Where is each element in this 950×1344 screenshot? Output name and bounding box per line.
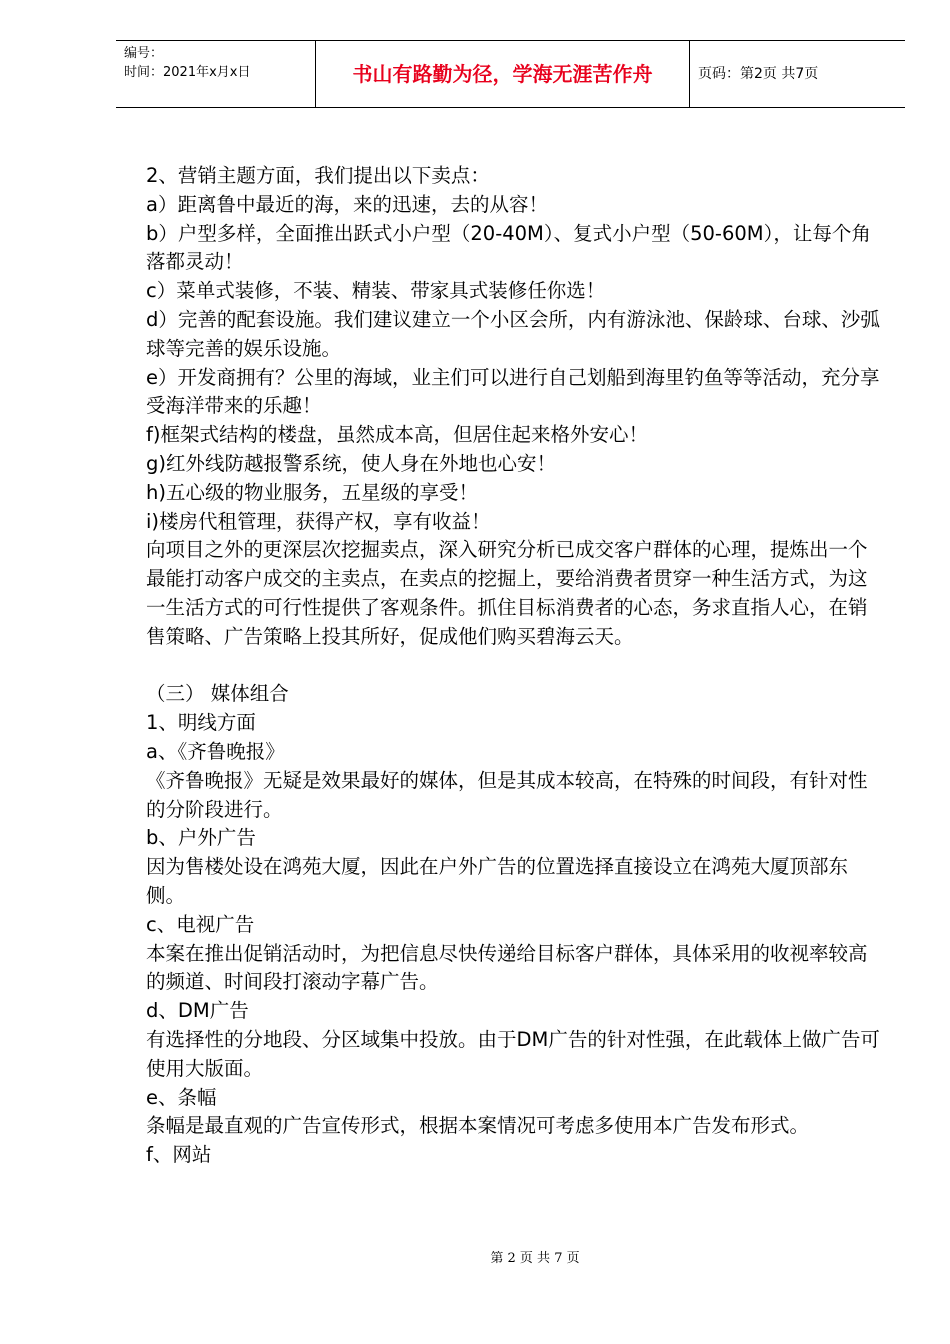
section-item: 《齐鲁晚报》无疑是效果最好的媒体，但是其成本较高，在特殊的时间段，有针对性的分阶段进行。 — [146, 768, 868, 821]
section-title: （三） 媒体组合 — [146, 682, 289, 706]
paragraph: h)五心级的物业服务，五星级的享受！ — [146, 480, 478, 504]
time-label: 时间：2021年x月x日 — [124, 65, 251, 80]
header-page-label: 页码：第2页 共7页 — [698, 66, 819, 82]
document-body — [146, 162, 886, 1170]
paragraph: a）距离鲁中最近的海，来的迅速，去的从容！ — [146, 192, 548, 216]
section-item: f、网站 — [146, 1143, 212, 1167]
paragraph: i)楼房代租管理，获得产权，享有收益！ — [146, 509, 491, 533]
paragraph: 向项目之外的更深层次挖掘卖点，深入研究分析已成交客户群体的心理，提炼出一个最能打动客户成交的主卖点，在卖点的挖掘上，要给消费者贯穿一种生活方式，为这一生活方式的可行性提供了客观条件。抓住目标消费者的心态，务求直指人心，在销售策略、广告策略上投其所好，促成他们购买碧海云天。 — [146, 538, 868, 648]
section-item: 有选择性的分地段、分区域集中投放。由于DM广告的针对性强，在此载体上做广告可使用大版面。 — [146, 1027, 880, 1080]
paragraph: e）开发商拥有？公里的海域，业主们可以进行自己划船到海里钓鱼等等活动，充分享受海洋带来的乐趣！ — [146, 365, 880, 418]
section-item: a、《齐鲁晚报》 — [146, 739, 285, 763]
page-footer: 第 2 页 共 7 页 — [490, 1251, 580, 1266]
section-item: e、条幅 — [146, 1085, 217, 1109]
paragraph: b）户型多样，全面推出跃式小户型（20-40M）、复式小户型（50-60M），让每个角落都灵动！ — [146, 221, 871, 274]
page-header — [116, 40, 905, 108]
serial-label: 编号： — [124, 46, 164, 61]
paragraph: g)红外线防越报警系统，使人身在外地也心安！ — [146, 451, 556, 475]
section-item: b、户外广告 — [146, 826, 256, 850]
paragraph: f)框架式结构的楼盘，虽然成本高，但居住起来格外安心！ — [146, 423, 648, 447]
header-meta — [116, 41, 316, 107]
paragraph: c）菜单式装修，不装、精装、带家具式装修任你选！ — [146, 279, 606, 303]
section-item: c、电视广告 — [146, 912, 255, 936]
paragraph: d）完善的配套设施。我们建议建立一个小区会所，内有游泳池、保龄球、台球、沙弧球等完善的娱乐设施。 — [146, 307, 880, 360]
section-item: 因为售楼处设在鸿苑大厦，因此在户外广告的位置选择直接设立在鸿苑大厦顶部东侧。 — [146, 855, 849, 907]
section-item: 本案在推出促销活动时，为把信息尽快传递给目标客户群体，具体采用的收视率较高的频道、时间段打滚动字幕广告。 — [146, 941, 868, 994]
section-item: d、DM广告 — [146, 999, 249, 1023]
blank-line — [146, 652, 886, 681]
section-item: 条幅是最直观的广告宣传形式，根据本案情况可考虑多使用本广告发布形式。 — [146, 1114, 810, 1138]
header-motto: 书山有路勤为径，学海无涯苦作舟 — [316, 41, 690, 107]
paragraph: 2、营销主题方面，我们提出以下卖点： — [146, 164, 490, 187]
section-item: 1、明线方面 — [146, 711, 256, 735]
